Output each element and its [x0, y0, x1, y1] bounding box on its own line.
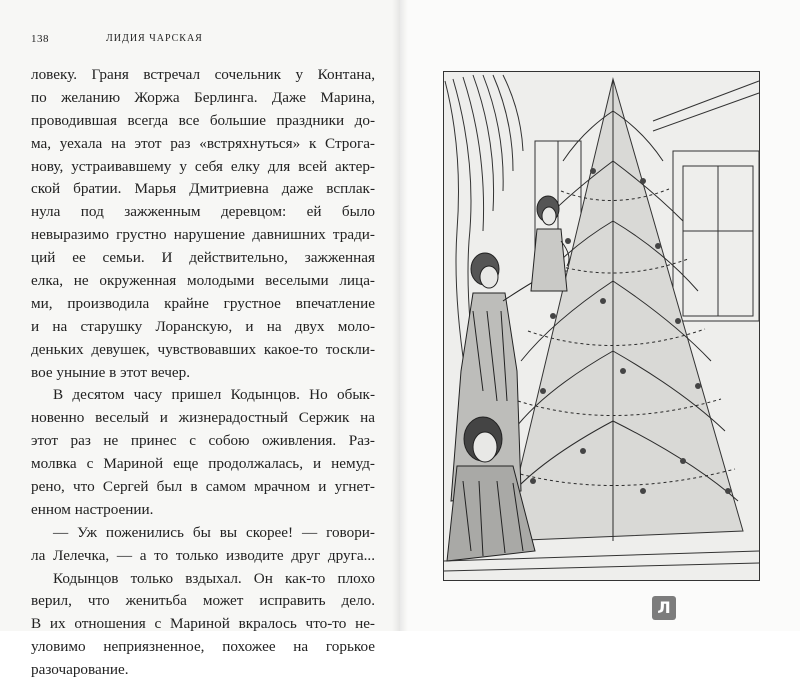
text-line: невыразимо грустно нарушение давнишних тради- [31, 226, 375, 244]
text-line: В их отношения с Мариной вкралось что-то не- [31, 615, 375, 633]
christmas-tree-illustration [443, 71, 760, 581]
text-line: молвка с Мариной еще продолжалась, и немуд- [31, 455, 375, 473]
text-line: новенно веселый и жизнерадостный Сержик на [31, 409, 375, 427]
text-line: и на старушку Лоранскую, и на двух моло- [31, 317, 375, 335]
running-title: ЛИДИЯ ЧАРСКАЯ [106, 33, 203, 44]
text-line: В десятом часу пришел Кодынцов. Но обык- [53, 386, 375, 404]
text-line: рено, что Сергей был в самом мрачном и угнет- [31, 478, 375, 496]
text-line: уловимо неприязненное, похожее на горькое [31, 638, 375, 656]
text-line: елка, не окруженная молодыми веселыми лица- [31, 272, 375, 290]
text-line: ма, уехала на этот раз «встряхнуться» к Строга- [31, 134, 375, 152]
text-line: разочарование. [31, 661, 129, 679]
text-line: — Уж поженились бы вы скорее! — говори- [53, 523, 375, 541]
text-line: енном настроении. [31, 500, 154, 518]
book-gutter [392, 0, 408, 631]
text-line: нову, устраивавшему у себя елку для всей актер- [31, 157, 375, 175]
text-line: Кодынцов только вздыхал. Он как-то плохо [53, 569, 375, 587]
text-line: нула под зажженным деревцом: ей было [31, 203, 375, 221]
text-line: вое уныние в этот вечер. [31, 363, 191, 381]
text-line: ской братии. Марья Дмитриевна даже всплак- [31, 180, 375, 198]
body-text [31, 64, 375, 682]
publisher-logo: Л [652, 596, 676, 620]
text-line: деньких девушек, чувствовавших какое-то тоскли- [31, 340, 375, 358]
text-line: ми, производила крайне грустное впечатление [31, 294, 375, 312]
text-line: этот раз не принес с собою оживления. Раз- [31, 432, 375, 450]
illustration-drawing [443, 71, 760, 581]
text-line: ловеку. Граня встречал сочельник у Контана, [31, 66, 375, 83]
page-header [31, 33, 371, 49]
text-line: ла Лелечка, — а то только изводите друг друга... [31, 546, 375, 564]
text-line: по желанию Жоржа Берлинга. Даже Марина, [31, 88, 375, 106]
page-number: 138 [31, 33, 49, 45]
text-line: ций ее семьи. И действительно, зажженная [31, 249, 375, 267]
text-line: верил, что женитьба может исправить дело. [31, 592, 375, 610]
text-line: проводившая всегда все большие праздники до- [31, 111, 375, 129]
